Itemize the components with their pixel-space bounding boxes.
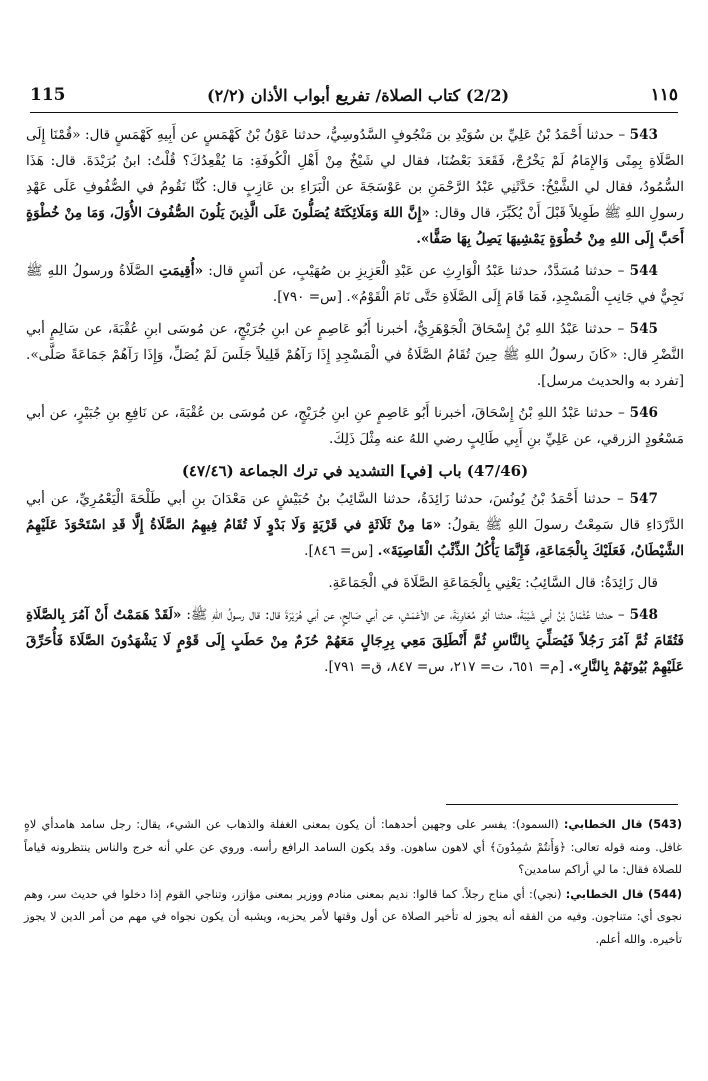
hadith-number: 548: [629, 607, 658, 623]
hadith-545: [26, 316, 684, 394]
footnote-text: (نجي): أي مناج رجلاً. كما قالوا: نديم بمعنى منادم ووزير بمعنى مؤازر، وتناجي القوم إذا دخلوا في حديث سر، وهم نجوى أي: متناجون. وفيه من الفقه أنه يجوز له تأخير الصلاة عن أول وقتها لأمر يحزبه، ويشبه أن يكون نجواه في مهم من أمر الدين لا يجوز تأخيره. والله أعلم.: [24, 887, 682, 946]
footnote-label: (544) قال الخطابي:: [565, 887, 682, 901]
hadith-reference: [م= ٦٥١، ت= ٢١٧، س= ٨٤٧، ق= ٧٩١].: [324, 659, 565, 675]
hadith-reference: [تفرد به والحديث مرسل].: [536, 373, 684, 389]
hadith-number: 543: [629, 127, 658, 143]
footnote-544: [24, 884, 682, 952]
hadith-text: – حدثنا أَحْمَدُ بْنُ يُونُسَ، حدثنا زَائِدَةُ، حدثنا السَّائِبُ بنُ حُبَيْشٍ عن مَعْدَانَ بنِ أبي طَلْحَةَ الْيَعْمُرِيِّ، عن أبي الدَّرْدَاءِ قال سَمِعْتُ رسولَ اللهِ ﷺ يقولُ:: [26, 491, 685, 533]
hadith-number: 545: [629, 321, 658, 337]
footnotes: [24, 814, 682, 1064]
footnote-543: [24, 814, 682, 882]
page-header: [30, 78, 678, 113]
hadith-number: 547: [629, 491, 658, 507]
hadith-546: [26, 400, 684, 452]
hadith-547: [26, 486, 684, 564]
hadith-matn: «إِنَّ اللهَ وَمَلَائِكَتَهُ يُصَلُّونَ عَلَى الَّذِينَ يَلُونَ الصُّفُوفَ الأُوَلَ، وَمَا مِنْ خُطْوَةٍ أَحَبَّ إِلَى اللهِ مِنْ خُطْوَةٍ يَمْشِيهَا يَصِلُ بِهَا صَفًّا».: [26, 205, 684, 247]
footnote-separator: [446, 804, 678, 805]
hadith-text: – حدثنا عُثْمَانُ بْنُ أبي شَيْبَةَ، حدثنا أبُو مُعَاوِيَةَ، عن الأعْمَشِ، عن أبي صَالِحٍ، عن أبي هُرَيْرَةَ قال: قال رسولُ اللهِ ﷺ:: [186, 607, 625, 623]
hadith-text: – حدثنا مُسَدَّدٌ، حدثنا عَبْدُ الْوَارِثِ عن عَبْدِ الْعَزِيزِ بن صُهَيْبٍ، عن أنَسٍ قال:: [208, 263, 625, 279]
hadith-text: – حدثنا عَبْدُ اللهِ بْنُ إِسْحَاقَ الْجَوْهَرِيُّ، أخبرنا أَبُو عَاصِمٍ عن ابنِ جُرَيْجٍ، عن مُوسَى ابنِ عُقْبَةَ، عن سَالِمٍ أبي النَّضْرِ قال: «كَانَ رسولُ اللهِ ﷺ حِينَ تُقَامُ الصَّلَاةُ في الْمَسْجِدِ إِذَا رَآهُمْ قَلِيلاً جَلَسَ لَمْ يُصَلِّ، وَإِذَا رَآهُمْ جَمَاعَةً صَلَّى».: [26, 321, 684, 363]
page-number-left: 115: [30, 85, 66, 105]
main-text: [26, 122, 684, 777]
page-number-right: ١١٥: [650, 85, 678, 105]
hadith-reference: [س= ٨٤٦].: [304, 543, 374, 559]
hadith-number: 546: [629, 405, 658, 421]
running-title: (2/2) كتاب الصلاة/ تفريع أبواب الأذان (٢/٢): [206, 85, 510, 105]
hadith-matn: «مَا مِنْ ثَلَاثَةٍ في قَرْيَةٍ وَلَا بَدْوٍ لَا تُقَامُ فِيهِمُ الصَّلَاةُ إِلَّا قَدِ اسْتَحْوَذَ عَلَيْهِمُ الشَّيْطَانُ، فَعَلَيْكَ بِالْجَمَاعَةِ، فَإِنَّمَا يَأْكُلُ الذِّئْبُ الْقَاصِيَةَ».: [26, 517, 684, 559]
hadith-543: [26, 122, 684, 252]
hadith-544: [26, 258, 684, 310]
chapter-heading: (47/46) باب [في] التشديد في ترك الجماعة (٤٧/٤٦): [181, 462, 529, 480]
comment-text: قال زَائِدَةُ: قال السَّائِبُ: يَعْنِي بِالْجَمَاعَةِ الصَّلَاةَ في الْجَمَاعَةِ.: [328, 575, 658, 591]
zaida-comment: [26, 570, 684, 596]
footnote-text: (السمود): يفسر على وجهين أحدهما: أن يكون بمعنى الغفلة والذهاب عن الشيء، يقال: رجل سامد هامدأي لاهٍ غافل. ومنه قوله تعالى: ﴿وَأَنتُمْ سَٰمِدُونَ﴾ أي لاهون ساهون. وقد يكون السامد الرافع رأسه. وروي عن علي أنه خرج والناس ينتظرونه قياماً للصلاة فقال: ما لي أراكم سامدين؟: [24, 818, 682, 876]
hadith-text: – حدثنا أَحْمَدُ بْنُ عَلِيِّ بن سُوَيْدِ بن مَنْجُوفٍ السَّدُوسِيُّ، حدثنا عَوْنُ بْنُ كَهْمَسٍ عن أَبِيهِ كَهْمَسٍ قال: «قُمْنَا إِلَى الصَّلَاةِ بِمِنًى وَالإِمَامُ لَمْ يَخْرُجْ، فَقَعَدَ بَعْضُنَا، فقال لي شَيْخٌ مِنْ أَهْلِ الْكُوفَةِ: مَا يُقْعِدُكَ؟ قُلْتُ: ابنُ بُرَيْدَةَ. قال: هَذَا السُّمُودُ، فقال لي الشَّيْخُ: حَدَّثَنِي عَبْدُ الرَّحْمَنِ بن عَوْسَجَةَ عن الْبَرَاءِ بن عَازِبٍ قال: كُنَّا نَقُومُ في الصُّفُوفِ عَلَى عَهْدِ رسولِ اللهِ ﷺ طَوِيلاً قَبْلَ أَنْ يُكَبِّرَ، قال وقال:: [26, 127, 684, 221]
footnote-label: (543) قال الخطابي:: [563, 818, 683, 831]
hadith-number: 544: [629, 263, 658, 279]
hadith-text: – حدثنا عَبْدُ اللهِ بْنُ إِسْحَاقَ، أخبرنا أَبُو عَاصِمٍ عنِ ابنِ جُرَيْجٍ، عن مُوسَى بن عُقْبَةَ، عن نَافِعِ بنِ جُبَيْرٍ، عن أبي مَسْعُودٍ الزرقي، عن عَلِيِّ بنِ أَبِي طَالِبٍ رضي اللهُ عنه مِثْلَ ذَلِكَ.: [26, 405, 684, 447]
hadith-matn: «أُقِيمَتِ: [159, 263, 204, 279]
hadith-matn: «لَقَدْ هَمَمْتُ أَنْ آمُرَ بِالصَّلَاةِ فَتُقَامَ ثُمَّ آمُرَ رَجُلاً فَيُصَلِّيَ بِالنَّاسِ ثُمَّ أَنْطَلِقَ مَعِي بِرِجَالٍ مَعَهُمْ حُزَمٌ مِنْ حَطَبٍ إِلَى قَوْمٍ لَا يَشْهَدُونَ الصَّلَاةَ فَأُحَرِّقَ عَلَيْهِمْ بُيُوتَهُمْ بِالنَّارِ».: [26, 607, 684, 675]
hadith-reference: [س= ٧٩٠].: [272, 289, 343, 305]
hadith-548: [26, 602, 684, 680]
hadith-text-continued: الصَّلَاةُ ورسولُ اللهِ ﷺ نَجِيٌّ في جَانِبِ الْمَسْجِدِ، فَمَا قَامَ إِلَى الصَّلَاةِ حَتَّى نَامَ الْقَوْمُ».: [26, 263, 684, 305]
